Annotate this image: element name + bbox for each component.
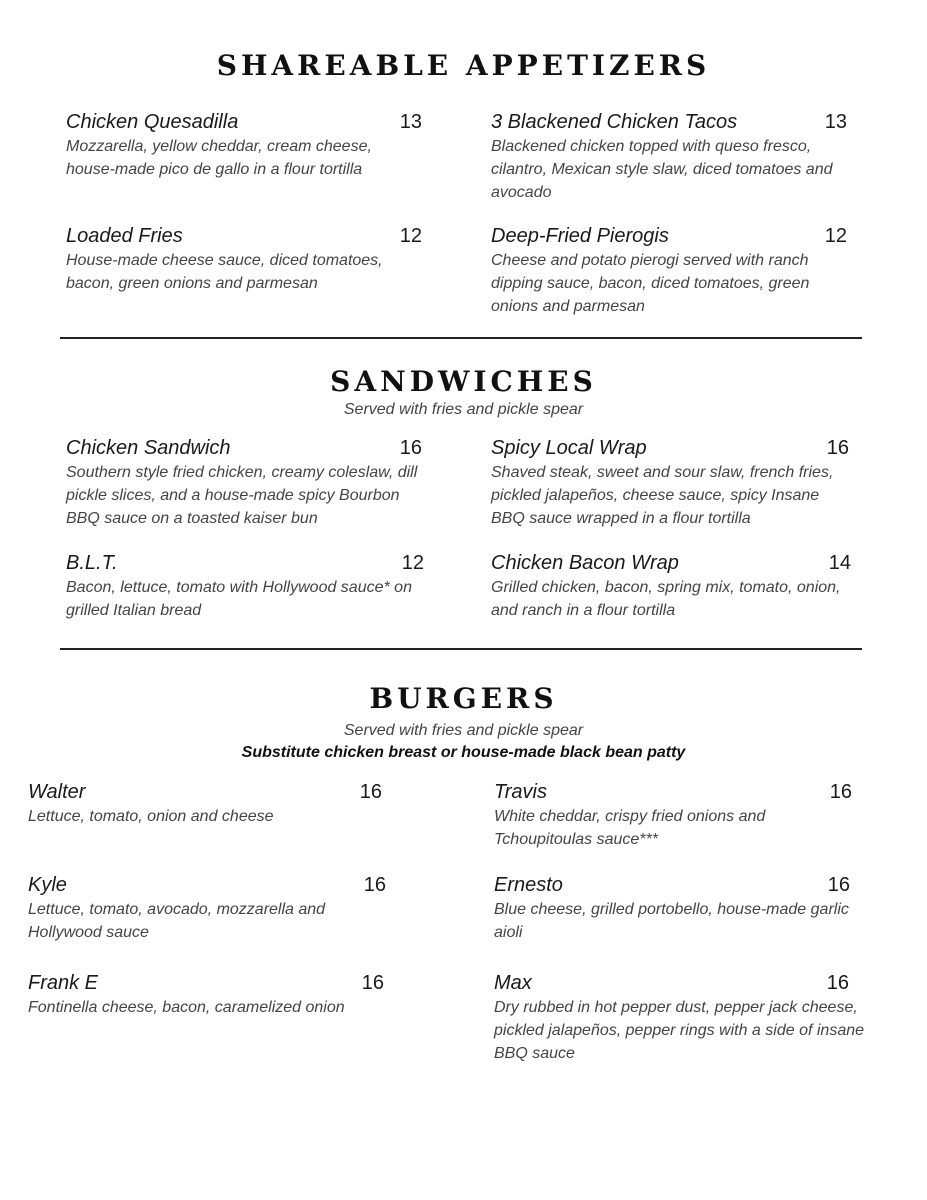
- item-description: Fontinella cheese, bacon, caramelized onion: [28, 999, 345, 1016]
- section-title-burgers: BURGERS: [369, 682, 558, 715]
- menu-item: [494, 970, 899, 1065]
- item-name: Max: [494, 972, 532, 994]
- menu-item: [28, 872, 388, 944]
- menu-item: [66, 223, 422, 295]
- menu-item: [491, 109, 847, 204]
- menu-item: [66, 109, 422, 181]
- menu-item: [28, 779, 384, 828]
- menu-item: [494, 779, 854, 851]
- item-name: Frank E: [28, 972, 99, 994]
- item-name: B.L.T.: [66, 552, 118, 574]
- item-description: Cheese and potato pierogi served with ranch dipping sauce, bacon, diced tomatoes, green onions and parmesan: [491, 252, 810, 315]
- item-description: Shaved steak, sweet and sour slaw, french fries, pickled jalapeños, cheese sauce, spicy Insane BBQ sauce wrapped in a flour tortilla: [491, 464, 834, 527]
- item-name: Chicken Quesadilla: [66, 111, 239, 133]
- item-name: Loaded Fries: [66, 225, 183, 247]
- section-title-sandwiches: SANDWICHES: [330, 365, 597, 398]
- item-name: Kyle: [28, 874, 67, 896]
- item-description: Southern style fried chicken, creamy coleslaw, dill pickle slices, and a house-made spicy Bourbon BBQ sauce on a toasted kaiser bun: [66, 464, 418, 527]
- item-price: 16: [829, 781, 852, 803]
- item-price: 13: [824, 111, 847, 133]
- section-divider: [60, 337, 862, 339]
- item-name: Ernesto: [494, 874, 563, 896]
- item-name: 3 Blackened Chicken Tacos: [491, 111, 738, 133]
- item-price: 16: [363, 874, 386, 896]
- menu-item: [66, 550, 426, 622]
- item-description: House-made cheese sauce, diced tomatoes, bacon, green onions and parmesan: [66, 252, 383, 292]
- section-note: Substitute chicken breast or house-made black bean patty: [241, 744, 686, 761]
- menu-item: [28, 970, 388, 1019]
- item-description: Bacon, lettuce, tomato with Hollywood sauce* on grilled Italian bread: [66, 579, 412, 619]
- item-price: 16: [826, 972, 849, 994]
- section-subtitle: Served with fries and pickle spear: [343, 401, 584, 418]
- section-divider: [60, 648, 862, 650]
- item-price: 12: [401, 552, 424, 574]
- item-price: 16: [827, 874, 850, 896]
- section-subtitle: Served with fries and pickle spear: [343, 722, 584, 739]
- item-description: Mozzarella, yellow cheddar, cream cheese, house-made pico de gallo in a flour tortilla: [66, 138, 372, 178]
- item-description: White cheddar, crispy fried onions and Tchoupitoulas sauce***: [494, 808, 766, 848]
- item-price: 13: [399, 111, 422, 133]
- item-description: Grilled chicken, bacon, spring mix, tomato, onion, and ranch in a flour tortilla: [491, 579, 841, 619]
- item-description: Blue cheese, grilled portobello, house-made garlic aioli: [494, 901, 849, 941]
- item-name: Deep-Fried Pierogis: [491, 225, 669, 247]
- menu-item: [491, 550, 851, 622]
- menu-item: [66, 435, 422, 530]
- item-description: Lettuce, tomato, onion and cheese: [28, 808, 274, 825]
- item-price: 16: [399, 437, 422, 459]
- item-name: Walter: [28, 781, 86, 803]
- item-name: Travis: [494, 781, 547, 803]
- item-description: Lettuce, tomato, avocado, mozzarella and Hollywood sauce: [28, 901, 326, 941]
- item-name: Spicy Local Wrap: [491, 437, 647, 459]
- item-price: 12: [824, 225, 847, 247]
- section-title-appetizers: SHAREABLE APPETIZERS: [216, 49, 711, 82]
- item-description: Dry rubbed in hot pepper dust, pepper jack cheese, pickled jalapeños, pepper rings with a side of insane BBQ sauce: [494, 999, 865, 1062]
- item-name: Chicken Sandwich: [66, 437, 231, 459]
- item-description: Blackened chicken topped with queso fresco, cilantro, Mexican style slaw, diced tomatoes and avocado: [491, 138, 833, 201]
- item-price: 16: [826, 437, 849, 459]
- item-price: 16: [359, 781, 382, 803]
- item-price: 14: [828, 552, 851, 574]
- menu-item: [491, 223, 847, 318]
- item-price: 12: [399, 225, 422, 247]
- item-name: Chicken Bacon Wrap: [491, 552, 679, 574]
- menu-item: [494, 872, 854, 944]
- menu-item: [491, 435, 851, 530]
- item-price: 16: [361, 972, 384, 994]
